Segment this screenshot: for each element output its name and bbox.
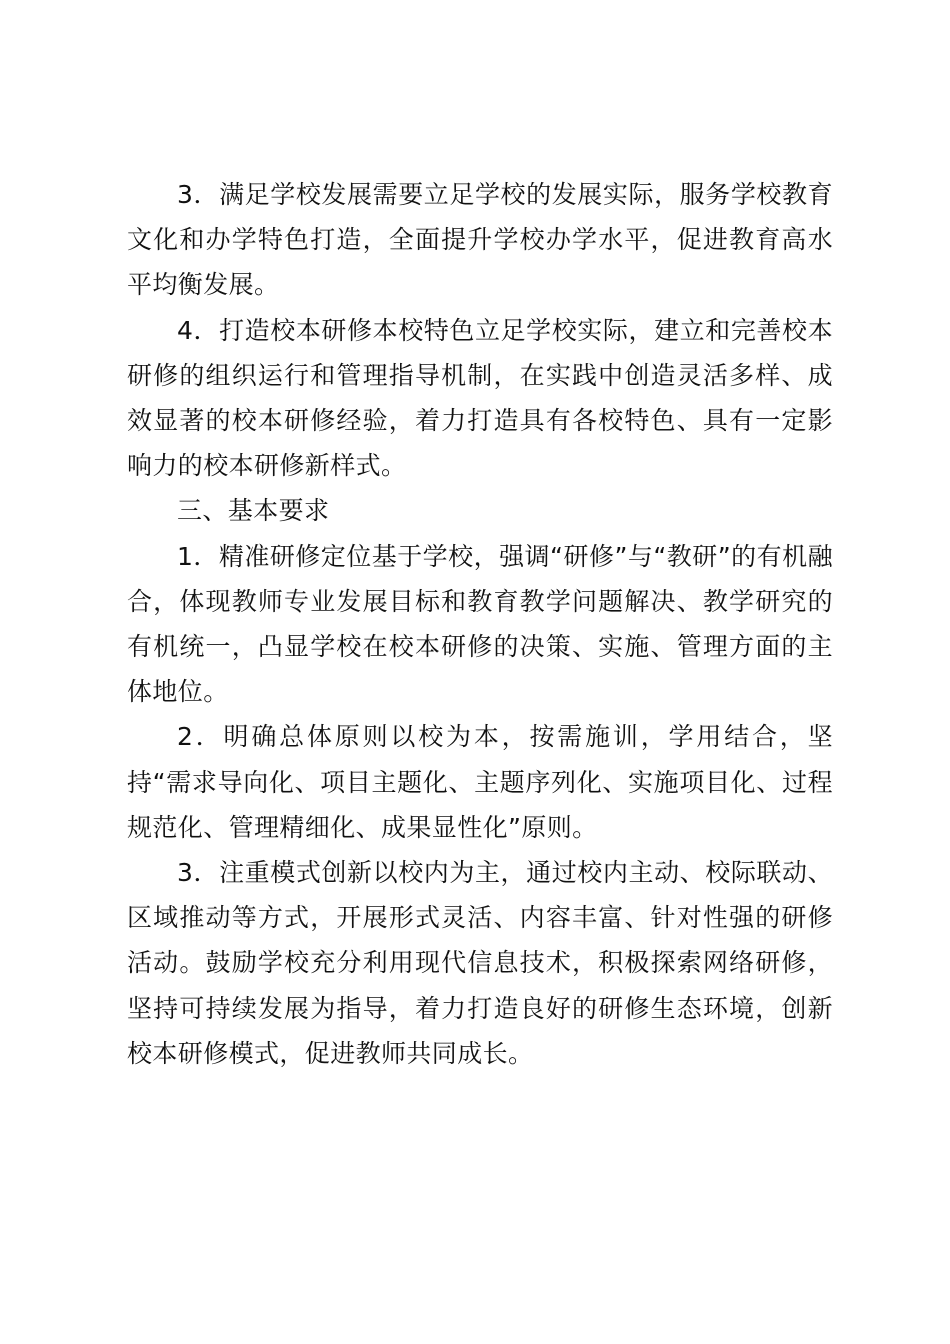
document-body [127,172,833,1076]
paragraph-requirement-1: 1．精准研修定位基于学校，强调“研修”与“教研”的有机融合，体现教师专业发展目标和教育教学问题解决、教学研究的有机统一，凸显学校在校本研修的决策、实施、管理方面的主体地位。 [127,541,833,707]
paragraph-requirement-2: 2．明确总体原则以校为本，按需施训，学用结合，坚持“需求导向化、项目主题化、主题序列化、实施项目化、过程规范化、管理精细化、成果显性化”原则。 [127,722,833,842]
paragraph-goal-3: 3．满足学校发展需要立足学校的发展实际，服务学校教育文化和办学特色打造，全面提升学校办学水平，促进教育高水平均衡发展。 [127,180,833,300]
section-heading-basic-requirements: 三、基本要求 [177,496,330,526]
paragraph-requirement-3: 3．注重模式创新以校内为主，通过校内主动、校际联动、区域推动等方式，开展形式灵活、内容丰富、针对性强的研修活动。鼓励学校充分利用现代信息技术，积极探索网络研修，坚持可持续发展为指导，着力打造良好的研修生态环境，创新校本研修模式，促进教师共同成长。 [127,858,833,1068]
paragraph-goal-4: 4．打造校本研修本校特色立足学校实际，建立和完善校本研修的组织运行和管理指导机制，在实践中创造灵活多样、成效显著的校本研修经验，着力打造具有各校特色、具有一定影响力的校本研修新样式。 [127,315,833,481]
